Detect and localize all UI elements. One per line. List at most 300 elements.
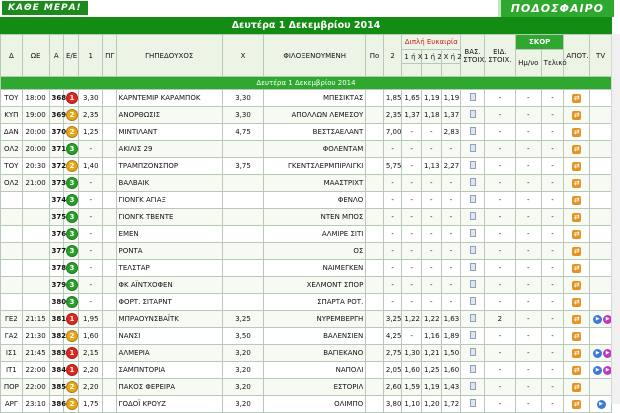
odds-x (222, 294, 263, 311)
odds-x (222, 277, 263, 294)
table-row[interactable] (1, 124, 612, 141)
score-half: - (515, 226, 541, 243)
match-time: 21:45 (22, 345, 49, 362)
table-row[interactable] (1, 311, 612, 328)
match-ee (63, 362, 78, 379)
odds-x: 3,20 (222, 379, 263, 396)
match-ee (63, 379, 78, 396)
tv (590, 175, 612, 192)
match-time: 18:00 (22, 90, 49, 107)
dc-x2: 2,83 (441, 124, 461, 141)
pp (103, 362, 116, 379)
special: - (484, 107, 515, 124)
score-full: - (541, 396, 564, 413)
stats-icon[interactable] (470, 280, 476, 288)
pos (366, 107, 384, 124)
special: - (484, 158, 515, 175)
match-day (1, 260, 23, 277)
result-arrows-icon[interactable]: ⇄ (573, 297, 580, 306)
stats-icon[interactable] (470, 399, 476, 407)
result-arrows-icon[interactable]: ⇄ (573, 399, 580, 408)
stake-circle-icon: 3 (66, 245, 78, 257)
score-half: - (515, 158, 541, 175)
pos (366, 362, 384, 379)
score-half: - (515, 124, 541, 141)
stats-icon[interactable] (470, 263, 476, 271)
dc-12: 1,19 (421, 379, 441, 396)
pp (103, 243, 116, 260)
tv-channel-icon[interactable]: ▶ (603, 349, 612, 358)
stats[interactable] (461, 294, 485, 311)
match-day: ΑΡΓ (1, 396, 23, 413)
home-team: ΜΙΝΤΙΛΑΝΤ (116, 124, 222, 141)
stats[interactable] (461, 345, 485, 362)
stake-circle-icon: 3 (66, 211, 78, 223)
odds-x: 3,20 (222, 362, 263, 379)
dc-12: 1,16 (421, 328, 441, 345)
match-time (22, 226, 49, 243)
brand-label: ΚΑΘΕ ΜΕΡΑ! (2, 1, 88, 15)
score-half: - (515, 243, 541, 260)
pos (366, 345, 384, 362)
dc-12: - (421, 277, 441, 294)
pp (103, 260, 116, 277)
dc-12: 1,19 (421, 90, 441, 107)
stats-icon[interactable] (470, 297, 476, 305)
pos (366, 141, 384, 158)
result[interactable] (564, 209, 590, 226)
header-d12: 1 ή 2 (421, 50, 441, 64)
score-full: - (541, 311, 564, 328)
away-team: ΟΣ (264, 243, 366, 260)
odds-2: - (383, 209, 402, 226)
result-arrows-icon[interactable]: ⇄ (573, 195, 580, 204)
result-arrows-icon[interactable]: ⇄ (573, 331, 580, 340)
odds-1: - (79, 277, 103, 294)
header-full: Τελικό (541, 50, 564, 77)
stake-circle-icon: 3 (66, 262, 78, 274)
stats[interactable] (461, 141, 485, 158)
table-row[interactable] (1, 260, 612, 277)
odds-x (222, 175, 263, 192)
result-arrows-icon[interactable]: ⇄ (573, 263, 580, 272)
odds-2: - (383, 277, 402, 294)
pp (103, 124, 116, 141)
table-row[interactable] (1, 90, 612, 107)
match-code: 379 (49, 277, 63, 294)
tv-channel-icon[interactable]: ▶ (593, 315, 602, 324)
match-code: 371 (49, 141, 63, 158)
result[interactable] (564, 396, 590, 413)
matches-table (0, 34, 612, 413)
header-two: 2 (383, 35, 402, 77)
match-ee (63, 226, 78, 243)
table-row[interactable] (1, 192, 612, 209)
result[interactable] (564, 277, 590, 294)
stats[interactable] (461, 379, 485, 396)
stats[interactable] (461, 243, 485, 260)
result-arrows-icon[interactable]: ⇄ (573, 382, 580, 391)
stake-circle-icon: 2 (66, 398, 78, 410)
dc-12: 1,25 (421, 362, 441, 379)
score-full: - (541, 345, 564, 362)
stats-icon[interactable] (470, 365, 476, 373)
odds-x (222, 141, 263, 158)
pp (103, 192, 116, 209)
stats-icon[interactable] (470, 246, 476, 254)
home-team: ΝΑΝΣΙ (116, 328, 222, 345)
tv (590, 260, 612, 277)
stats[interactable] (461, 311, 485, 328)
score-full: - (541, 192, 564, 209)
home-team: ΜΠΡΑΟΥΝΣΒΑΪΤΚ (116, 311, 222, 328)
match-ee (63, 260, 78, 277)
result-arrows-icon[interactable]: ⇄ (573, 212, 580, 221)
pos (366, 294, 384, 311)
match-code: 378 (49, 260, 63, 277)
stats-icon[interactable] (470, 144, 476, 152)
dc-1x: - (402, 209, 422, 226)
match-time: 23:10 (22, 396, 49, 413)
table-row[interactable] (1, 277, 612, 294)
dc-1x: - (402, 328, 422, 345)
result-arrows-icon[interactable]: ⇄ (573, 348, 580, 357)
result-arrows-icon[interactable]: ⇄ (573, 246, 580, 255)
match-time: 20:00 (22, 141, 49, 158)
match-code: 375 (49, 209, 63, 226)
odds-2: 2,05 (383, 362, 402, 379)
pp (103, 345, 116, 362)
dc-12: 1,13 (421, 158, 441, 175)
odds-x: 3,25 (222, 311, 263, 328)
dc-x2: - (441, 277, 461, 294)
odds-2: 2,60 (383, 379, 402, 396)
stats[interactable] (461, 158, 485, 175)
table-row[interactable] (1, 107, 612, 124)
odds-2: 7,00 (383, 124, 402, 141)
home-team: ΠΑΚΟΣ ΦΕΡΕΙΡΑ (116, 379, 222, 396)
dc-12: 1,20 (421, 396, 441, 413)
special: - (484, 379, 515, 396)
stats[interactable] (461, 328, 485, 345)
score-half: - (515, 192, 541, 209)
stats[interactable] (461, 175, 485, 192)
stats[interactable] (461, 396, 485, 413)
special: 2 (484, 311, 515, 328)
match-day: ΙΤ1 (1, 362, 23, 379)
odds-1: 1,95 (79, 311, 103, 328)
dc-12: - (421, 294, 441, 311)
table-row[interactable] (1, 141, 612, 158)
dc-1x: - (402, 124, 422, 141)
score-half: - (515, 260, 541, 277)
dc-x2: - (441, 141, 461, 158)
dc-x2: - (441, 192, 461, 209)
dc-1x: 1,10 (402, 396, 422, 413)
score-half: - (515, 175, 541, 192)
odds-1: 2,20 (79, 379, 103, 396)
result-arrows-icon[interactable]: ⇄ (573, 93, 580, 102)
special: - (484, 141, 515, 158)
result-arrows-icon[interactable]: ⇄ (573, 144, 580, 153)
result[interactable] (564, 379, 590, 396)
match-time: 21:30 (22, 328, 49, 345)
result[interactable] (564, 294, 590, 311)
pos (366, 243, 384, 260)
match-time: 21:00 (22, 175, 49, 192)
match-ee (63, 175, 78, 192)
table-row[interactable] (1, 379, 612, 396)
home-team: ΓΙΟΝΓΚ ΤΒΕΝΤΕ (116, 209, 222, 226)
match-time: 20:30 (22, 158, 49, 175)
result-arrows-icon[interactable]: ⇄ (573, 161, 580, 170)
dc-12: - (421, 209, 441, 226)
result[interactable] (564, 260, 590, 277)
dc-12: - (421, 175, 441, 192)
stats-icon[interactable] (470, 127, 476, 135)
home-team: ΑΚΙΛΙΣ 29 (116, 141, 222, 158)
dc-x2: - (441, 260, 461, 277)
table-row[interactable] (1, 158, 612, 175)
score-full: - (541, 328, 564, 345)
match-time: 19:00 (22, 107, 49, 124)
stats[interactable] (461, 277, 485, 294)
match-code: 385 (49, 379, 63, 396)
result[interactable] (564, 243, 590, 260)
result[interactable] (564, 90, 590, 107)
score-full: - (541, 90, 564, 107)
special: - (484, 209, 515, 226)
stats[interactable] (461, 362, 485, 379)
match-ee (63, 328, 78, 345)
header-half: Ημ/νο (515, 50, 541, 77)
section-title: ΠΟΔΟΣΦΑΙΡΟ (498, 0, 614, 17)
stats[interactable] (461, 107, 485, 124)
away-team: ΣΠΑΡΤΑ ΡΟΤ. (264, 294, 366, 311)
table-row[interactable] (1, 294, 612, 311)
stats[interactable] (461, 226, 485, 243)
pos (366, 379, 384, 396)
match-day: ΔΑΝ (1, 124, 23, 141)
stats[interactable] (461, 260, 485, 277)
match-time (22, 243, 49, 260)
match-ee (63, 243, 78, 260)
odds-2: - (383, 192, 402, 209)
dc-x2: - (441, 209, 461, 226)
odds-x: 3,30 (222, 107, 263, 124)
stake-circle-icon: 3 (66, 228, 78, 240)
odds-x (222, 243, 263, 260)
stats-icon[interactable] (470, 331, 476, 339)
stats-icon[interactable] (470, 348, 476, 356)
score-full: - (541, 379, 564, 396)
pp (103, 141, 116, 158)
dc-1x: 1,37 (402, 107, 422, 124)
away-team: ΕΣΤΟΡΙΛ (264, 379, 366, 396)
result[interactable] (564, 158, 590, 175)
match-day: ΤΟΥ (1, 158, 23, 175)
odds-2: 4,25 (383, 328, 402, 345)
odds-2: - (383, 175, 402, 192)
odds-1: - (79, 294, 103, 311)
table-row[interactable] (1, 175, 612, 192)
tv (590, 158, 612, 175)
odds-1: 1,40 (79, 158, 103, 175)
table-row[interactable] (1, 226, 612, 243)
dc-12: - (421, 226, 441, 243)
special: - (484, 396, 515, 413)
table-row[interactable] (1, 328, 612, 345)
dc-1x: 1,22 (402, 311, 422, 328)
special: - (484, 192, 515, 209)
table-row[interactable] (1, 209, 612, 226)
stats-icon[interactable] (470, 314, 476, 322)
odds-1: - (79, 192, 103, 209)
odds-1: 3,30 (79, 90, 103, 107)
table-row[interactable] (1, 362, 612, 379)
result-arrows-icon[interactable]: ⇄ (573, 229, 580, 238)
match-code: 376 (49, 226, 63, 243)
dc-1x: - (402, 294, 422, 311)
table-row[interactable] (1, 345, 612, 362)
special: - (484, 226, 515, 243)
match-ee (63, 192, 78, 209)
pp (103, 277, 116, 294)
match-code: 373 (49, 175, 63, 192)
away-team: ΝΑΠΟΛΙ (264, 362, 366, 379)
stats[interactable] (461, 209, 485, 226)
result-arrows-icon[interactable]: ⇄ (573, 280, 580, 289)
away-team: ΜΑΑΣΤΡΙΧΤ (264, 175, 366, 192)
tv (590, 328, 612, 345)
match-code: 369 (49, 107, 63, 124)
stats[interactable] (461, 192, 485, 209)
match-code: 382 (49, 328, 63, 345)
score-half: - (515, 345, 541, 362)
result-arrows-icon[interactable]: ⇄ (573, 110, 580, 119)
dc-1x: 1,65 (402, 90, 422, 107)
tv-channel-icon[interactable]: ▶ (597, 400, 606, 409)
odds-1: - (79, 226, 103, 243)
stats[interactable] (461, 90, 485, 107)
pp (103, 396, 116, 413)
match-code: 386 (49, 396, 63, 413)
special: - (484, 175, 515, 192)
result[interactable] (564, 311, 590, 328)
match-day: ΓΑ2 (1, 328, 23, 345)
header-apot: ΑΠΟΤ. (564, 35, 590, 77)
score-half: - (515, 362, 541, 379)
away-team: ΒΑΓΙΕΚΑΝΟ (264, 345, 366, 362)
odds-1: - (79, 141, 103, 158)
away-team: ΑΛΜΙΡΕ ΣΙΤΙ (264, 226, 366, 243)
tv (590, 141, 612, 158)
stake-circle-icon: 1 (66, 92, 78, 104)
pp (103, 379, 116, 396)
scrollbar[interactable] (611, 34, 620, 404)
odds-2: - (383, 226, 402, 243)
tv (590, 277, 612, 294)
stats[interactable] (461, 124, 485, 141)
match-code: 377 (49, 243, 63, 260)
result[interactable] (564, 124, 590, 141)
stake-circle-icon: 1 (66, 364, 78, 376)
home-team: ΦΚ ΑΪΝΤΧΟΦΕΝ (116, 277, 222, 294)
stake-circle-icon: 2 (66, 109, 78, 121)
result-arrows-icon[interactable]: ⇄ (573, 314, 580, 323)
away-team: ΒΑΛΕΝΣΙΕΝ (264, 328, 366, 345)
tv-channel-icon[interactable]: ▶ (603, 366, 612, 375)
stats-icon[interactable] (470, 195, 476, 203)
match-time (22, 294, 49, 311)
result[interactable] (564, 226, 590, 243)
match-day (1, 277, 23, 294)
dc-x2: 1,89 (441, 328, 461, 345)
match-day (1, 209, 23, 226)
tv (590, 192, 612, 209)
dc-x2: - (441, 175, 461, 192)
tv-channel-icon[interactable]: ▶ (593, 366, 602, 375)
result[interactable] (564, 192, 590, 209)
result-arrows-icon[interactable]: ⇄ (573, 178, 580, 187)
match-day (1, 226, 23, 243)
result[interactable] (564, 141, 590, 158)
home-team: ΚΑΡΝΤΕΜΙΡ ΚΑΡΑΜΠΟΚ (116, 90, 222, 107)
pp (103, 90, 116, 107)
dc-1x: - (402, 192, 422, 209)
result[interactable] (564, 328, 590, 345)
header-ee: Ε/Ε (63, 35, 78, 77)
tv-channel-icon[interactable]: ▶ (603, 315, 612, 324)
stats-icon[interactable] (470, 110, 476, 118)
table-row[interactable] (1, 396, 612, 413)
stats-icon[interactable] (470, 161, 476, 169)
odds-x: 3,30 (222, 90, 263, 107)
score-half: - (515, 90, 541, 107)
result-arrows-icon[interactable]: ⇄ (573, 365, 580, 374)
match-ee (63, 345, 78, 362)
stats-icon[interactable] (470, 93, 476, 101)
dc-12: - (421, 243, 441, 260)
result[interactable] (564, 362, 590, 379)
pos (366, 192, 384, 209)
table-row[interactable] (1, 243, 612, 260)
tv-channel-icon[interactable]: ▶ (593, 349, 602, 358)
stats-icon[interactable] (470, 382, 476, 390)
stats-icon[interactable] (470, 229, 476, 237)
match-day: ΟΛ2 (1, 175, 23, 192)
odds-x (222, 209, 263, 226)
match-day: ΙΣ1 (1, 345, 23, 362)
home-team: ΦΟΡΤ. ΣΙΤΑΡΝΤ (116, 294, 222, 311)
stats-icon[interactable] (470, 178, 476, 186)
away-team: ΦΟΛΕΝΤΑΜ (264, 141, 366, 158)
home-team: ΑΝΟΡΘΩΣΙΣ (116, 107, 222, 124)
odds-1: 2,35 (79, 107, 103, 124)
score-full: - (541, 124, 564, 141)
result[interactable] (564, 345, 590, 362)
result-arrows-icon[interactable]: ⇄ (573, 127, 580, 136)
stats-icon[interactable] (470, 212, 476, 220)
score-half: - (515, 396, 541, 413)
result[interactable] (564, 175, 590, 192)
tv (590, 226, 612, 243)
result[interactable] (564, 107, 590, 124)
header-pp: ΠΓ (103, 35, 116, 77)
match-time: 22:00 (22, 362, 49, 379)
dc-1x: - (402, 141, 422, 158)
score-full: - (541, 362, 564, 379)
